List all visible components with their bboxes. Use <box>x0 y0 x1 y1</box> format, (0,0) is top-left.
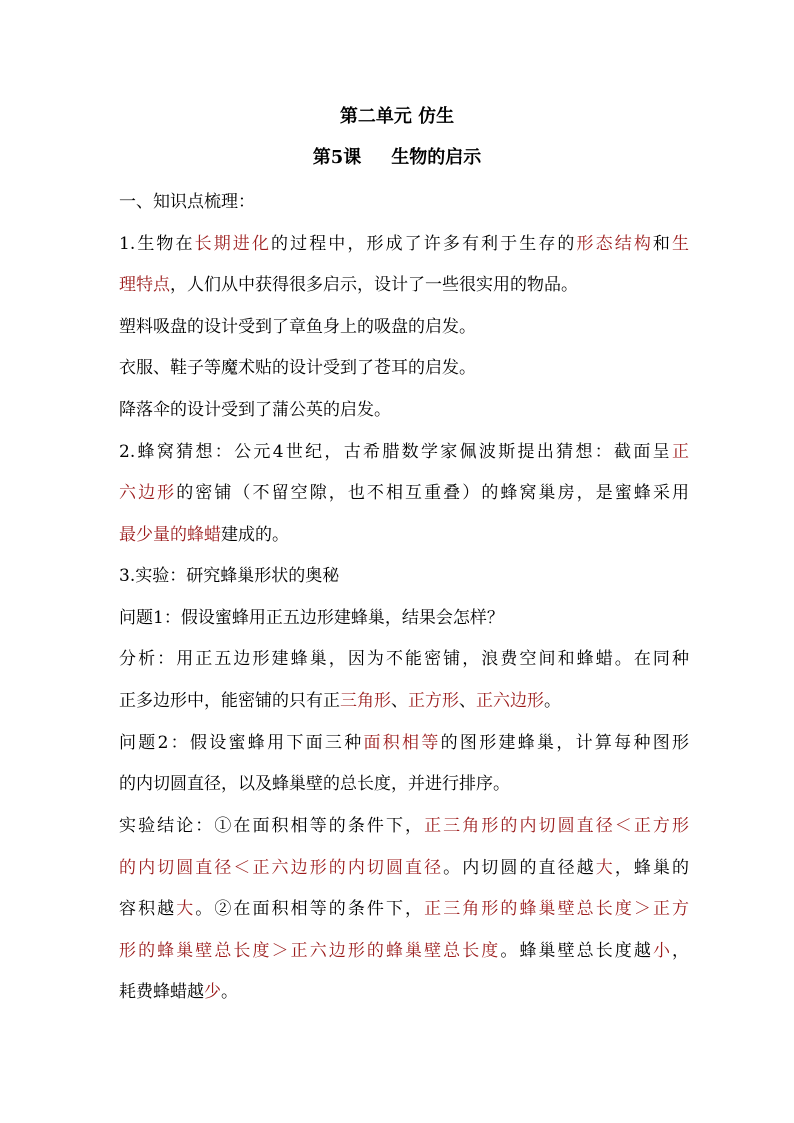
highlight-text: 三角形 <box>340 691 391 711</box>
point1-line2: 理特点，人们从中获得很多启示，设计了一些很实用的物品。 <box>119 275 578 295</box>
conclusion-line3: 容积越大。②在面积相等的条件下，正三角形的蜂巢壁总长度＞正方 <box>119 899 690 919</box>
point1-example-velcro: 衣服、鞋子等魔术贴的设计受到了苍耳的启发。 <box>119 358 476 378</box>
conclusion-line2: 的内切圆直径＜正六边形的内切圆直径。内切圆的直径越大，蜂巢的 <box>119 858 690 878</box>
question2-line1: 问题2：假设蜜蜂用下面三种面积相等的图形建蜂巢，计算每种图形 <box>119 733 690 753</box>
point3-heading: 3.实验：研究蜂巢形状的奥秘 <box>119 566 340 586</box>
highlight-text: 蜂蜡 <box>187 525 221 545</box>
highlight-text: 正方形 <box>408 691 459 711</box>
point2-line1: 2.蜂窝猜想：公元4世纪，古希腊数学家佩波斯提出猜想：截面呈正 <box>119 442 689 462</box>
point1-example-parachute: 降落伞的设计受到了蒲公英的启发。 <box>119 400 391 420</box>
highlight-text: 生 <box>672 234 690 254</box>
highlight-text: 理特点 <box>119 275 170 295</box>
section-heading: 一、知识点梳理： <box>119 192 255 212</box>
analysis-line2: 正多边形中，能密铺的只有正三角形、正方形、正六边形。 <box>119 691 561 711</box>
highlight-text: 正 <box>672 442 689 462</box>
conclusion-line5: 耗费蜂蜡越少。 <box>119 982 238 1002</box>
question1: 问题1：假设蜜蜂用正五边形建蜂巢，结果会怎样？ <box>119 608 504 628</box>
highlight-text: 大 <box>176 899 196 919</box>
highlight-text: 小 <box>652 941 673 961</box>
highlight-text: 正三角形的蜂巢壁总长度＞正方 <box>424 899 690 919</box>
point1-line1: 1.生物在长期进化的过程中，形成了许多有利于生存的形态结构和生 <box>119 234 690 254</box>
lesson-title <box>0 146 794 170</box>
point2-line2: 六边形的密铺（不留空隙，也不相互重叠）的蜂窝巢房，是蜜蜂采用 <box>119 483 690 503</box>
highlight-text: 少 <box>204 982 221 1002</box>
highlight-text: 形态结构 <box>576 234 653 254</box>
analysis-line1: 分析：用正五边形建蜂巢，因为不能密铺，浪费空间和蜂蜡。在同种 <box>119 649 689 669</box>
unit-title: 第二单元 仿生 <box>339 106 455 127</box>
highlight-text: 大 <box>595 858 615 878</box>
conclusion-line1: 实验结论：①在面积相等的条件下，正三角形的内切圆直径＜正方形 <box>119 816 690 836</box>
highlight-text: 长期进化 <box>194 234 271 254</box>
lesson-number: 第5课 <box>312 147 362 168</box>
highlight-text: 的内切圆直径＜正六边形的内切圆直径 <box>119 858 444 878</box>
highlight-text: 面积相等 <box>363 733 441 753</box>
question2-line2: 的内切圆直径，以及蜂巢壁的总长度，并进行排序。 <box>119 774 510 794</box>
highlight-text: 正三角形的内切圆直径＜正方形 <box>424 816 690 836</box>
highlight-text: 六边形 <box>119 483 177 503</box>
highlight-text: 最少量的 <box>119 525 187 545</box>
highlight-text: 正六边形 <box>476 691 544 711</box>
point2-line3: 最少量的蜂蜡建成的。 <box>119 525 289 545</box>
lesson-name: 生物的启示 <box>391 147 482 168</box>
highlight-text: 形的蜂巢壁总长度＞正六边形的蜂巢壁总长度 <box>119 941 501 961</box>
conclusion-line4: 形的蜂巢壁总长度＞正六边形的蜂巢壁总长度。蜂巢壁总长度越小， <box>119 941 690 961</box>
point1-example-suction: 塑料吸盘的设计受到了章鱼身上的吸盘的启发。 <box>119 317 476 337</box>
